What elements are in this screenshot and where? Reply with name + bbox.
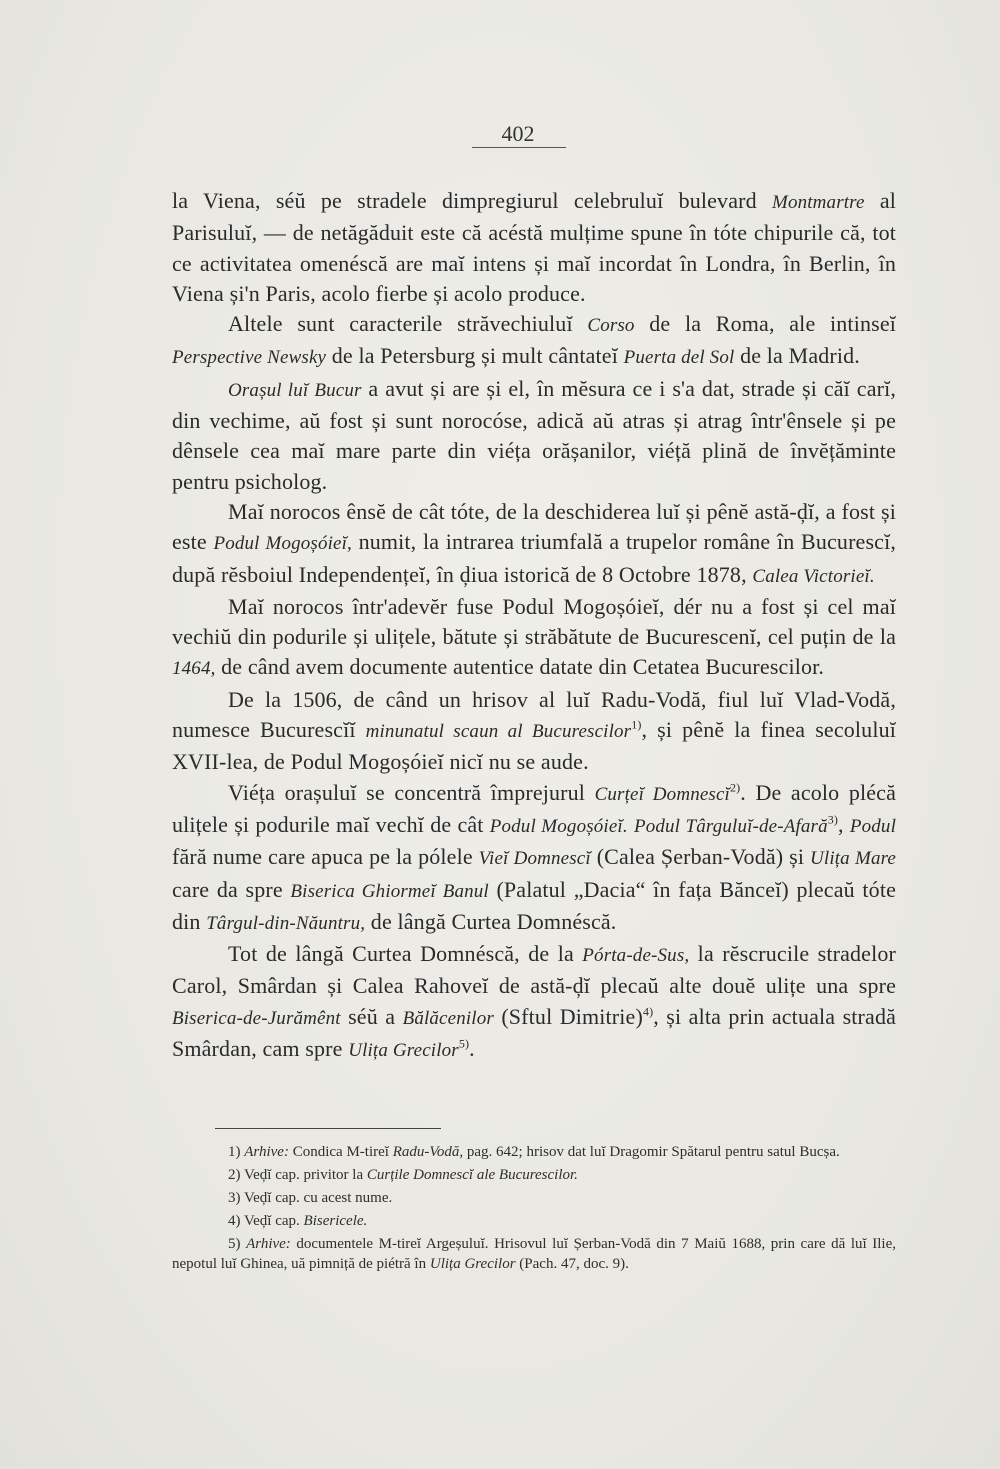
- text-run: pag. 642; hrisov dat luĭ Dragomir Spătarul pentru satul Bucșa.: [463, 1144, 840, 1160]
- italic-text: Curțeĭ Domnescĭ: [594, 783, 730, 805]
- text-run: de la Roma, ale intinseĭ: [634, 311, 896, 337]
- italic-text: Corso: [587, 315, 635, 337]
- text-run: , și alta prin actuala stradă Smârdan, cam spre: [172, 1003, 897, 1062]
- text-run: de la Petersburg și mult cântateĭ: [326, 343, 624, 369]
- text-run: De la 1506, de când un hrisov al luĭ Radu-Vodă, fiul luĭ Vlad-Vodă, numesce Bucurescĭĭ: [172, 686, 896, 743]
- text-run: Viéța orașuluĭ se concentră împrejurul: [228, 779, 595, 805]
- footnote-marker: 4): [642, 1004, 654, 1019]
- text-run: fără nume care apuca pe la pólele: [172, 844, 479, 870]
- text-run: (Palatul „Dacia“ în fața Bănceĭ) plecaŭ tóte din: [172, 876, 896, 934]
- italic-text: Perspective Newsky: [172, 347, 327, 369]
- italic-text: Podul Târguluĭ-de-Afară: [633, 815, 828, 837]
- italic-text: Podul Mogoșóieĭ.: [489, 815, 628, 837]
- italic-text: Arhive:: [244, 1144, 289, 1160]
- footnotes: [172, 1142, 896, 1277]
- footnote-separator: [215, 1128, 441, 1129]
- text-run: al Parisuluĭ, — de netăgăduit este că acéstă mulțime spune în tóte chipurile că, tot ce activitatea omenéscă are maĭ intens și maĭ incordat în Londra, în Berlin, în Viena și'n Paris, acolo fierbe și acolo produce.: [172, 188, 897, 306]
- text-run: 4) Veḑĭ cap.: [228, 1213, 304, 1229]
- text-run: Maĭ norocos ênsĕ de cât tóte, de la deschiderea luĭ și pênĕ astă-ḑĭ, a fost și este: [172, 498, 896, 555]
- text-run: de la Madrid.: [734, 343, 860, 369]
- italic-text: Ulița Grecilor: [429, 1256, 516, 1272]
- text-run: de când avem documente autentice datate din Cetatea Bucurescilor.: [215, 654, 825, 680]
- paragraph: [172, 778, 896, 939]
- text-run: (Sftul Dimitrie): [493, 1003, 643, 1029]
- footnote: [172, 1165, 896, 1185]
- italic-text: Podul: [849, 815, 897, 837]
- paragraph: [172, 374, 896, 497]
- text-run: Maĭ norocos într'adevĕr fuse Podul Mogoșóieĭ, dér nu a fost și cel maĭ vechiŭ din podurile și ulițele, bătute și străbătute de Bucurescenĭ, cel puțin de la: [172, 593, 896, 650]
- body-text: [172, 186, 896, 1066]
- italic-text: Arhive:: [246, 1236, 291, 1252]
- footnote: [172, 1211, 896, 1231]
- italic-text: Ulița Grecilor: [348, 1040, 459, 1062]
- paragraph: [172, 939, 896, 1066]
- paragraph: [172, 186, 896, 309]
- italic-text: Vieĭ Domnescĭ: [478, 848, 591, 870]
- footnote: [172, 1188, 896, 1208]
- text-run: .: [469, 1036, 475, 1062]
- footnote-marker: 5): [458, 1036, 470, 1051]
- footnote-marker: 1): [631, 717, 642, 732]
- text-run: care da spre: [172, 876, 291, 902]
- footnote: [172, 1142, 896, 1162]
- text-run: 1): [228, 1144, 245, 1160]
- italic-text: Puerta del Sol: [623, 347, 735, 369]
- italic-text: Bisericele.: [303, 1213, 368, 1229]
- italic-text: Târgul-din-Năuntru,: [206, 912, 366, 934]
- italic-text: Orașul luĭ Bucur: [228, 379, 362, 401]
- italic-text: Pórta-de-Sus,: [582, 945, 690, 967]
- text-run: de lângă Curtea Domnéscă.: [365, 908, 617, 934]
- text-run: , și pênĕ la finea secoluluĭ XVII-lea, de Podul Mogoșóieĭ nicĭ nu se aude.: [172, 717, 896, 775]
- italic-text: Bălăcenilor: [402, 1007, 494, 1029]
- text-run: documentele M-tireĭ Argeșuluĭ. Hrisovul luĭ Șerban-Vodă din 7 Maiŭ 1688, prin care dă luĭ Ilie, nepotul luĭ Ghinea, uă pimniță de piétră în: [172, 1236, 896, 1272]
- text-run: 5): [228, 1236, 247, 1252]
- text-run: . De acolo plécă ulițele și podurile maĭ vechĭ de cât: [172, 779, 896, 837]
- page-number-rule: [472, 147, 566, 148]
- text-run: (Calea Șerban-Vodă) și: [590, 844, 811, 870]
- text-run: Condica M-tireĭ: [288, 1144, 393, 1160]
- italic-text: Radu-Vodă,: [392, 1144, 464, 1160]
- text-run: Tot de lângă Curtea Domnéscă, de la: [228, 941, 583, 967]
- text-run: 2) Veḑĭ cap. privitor la: [228, 1167, 367, 1183]
- italic-text: Calea Victorieĭ.: [752, 565, 875, 587]
- italic-text: Biserica-de-Jurămênt: [172, 1007, 341, 1029]
- italic-text: Curțile Domnescĭ ale Bucurescilor.: [366, 1167, 578, 1183]
- text-run: numit, la intrarea triumfală a trupelor române în Bucurescĭ, după rĕsboiul Independențeĭ, în ḑiua istorică de 8 Octobre 1878,: [172, 529, 897, 587]
- text-run: a avut și are și el, în mĕsura ce i s'a dat, strade și căĭ carĭ, din vechime, aŭ fost și sunt norocóse, adică aŭ atras și atrag într'ênsele și pe dênsele cea maĭ mare parte din viéța orășanilor, viéță plină de învĕțăminte pentru psicholog.: [172, 375, 896, 494]
- italic-text: Montmartre: [771, 192, 865, 213]
- footnote-marker: 3): [827, 812, 839, 827]
- footnote: [172, 1234, 896, 1274]
- italic-text: Ulița Mare: [810, 848, 897, 870]
- paragraph: [172, 685, 896, 778]
- text-run: la Viena, séŭ pe stradele dimpregiurul celebruluĭ bulevard: [172, 188, 772, 213]
- text-run: séŭ a: [340, 1003, 403, 1029]
- paragraph: [172, 497, 896, 592]
- text-run: (Pach. 47, doc. 9).: [515, 1256, 629, 1272]
- italic-text: Podul Mogoșóieĭ,: [213, 533, 352, 555]
- italic-text: minunatul scaun al Bucurescilor: [365, 721, 632, 743]
- footnote-marker: 2): [729, 780, 741, 795]
- text-run: 3) Veḑĭ cap. cu acest nume.: [228, 1190, 393, 1206]
- italic-text: Biserica Ghiormeĭ Banul: [290, 880, 489, 902]
- text-run: ,: [838, 811, 850, 837]
- text-run: la rĕscrucile stradelor Carol, Smârdan și Calea Rahoveĭ de astă-ḑĭ plecaŭ alte douĕ ulițe una spre: [172, 941, 896, 999]
- page-number: 402: [501, 121, 535, 146]
- paragraph: [172, 592, 896, 685]
- paragraph: [172, 309, 896, 374]
- text-run: Altele sunt caracterile străvechiuluĭ: [228, 311, 588, 337]
- italic-text: 1464,: [172, 658, 216, 680]
